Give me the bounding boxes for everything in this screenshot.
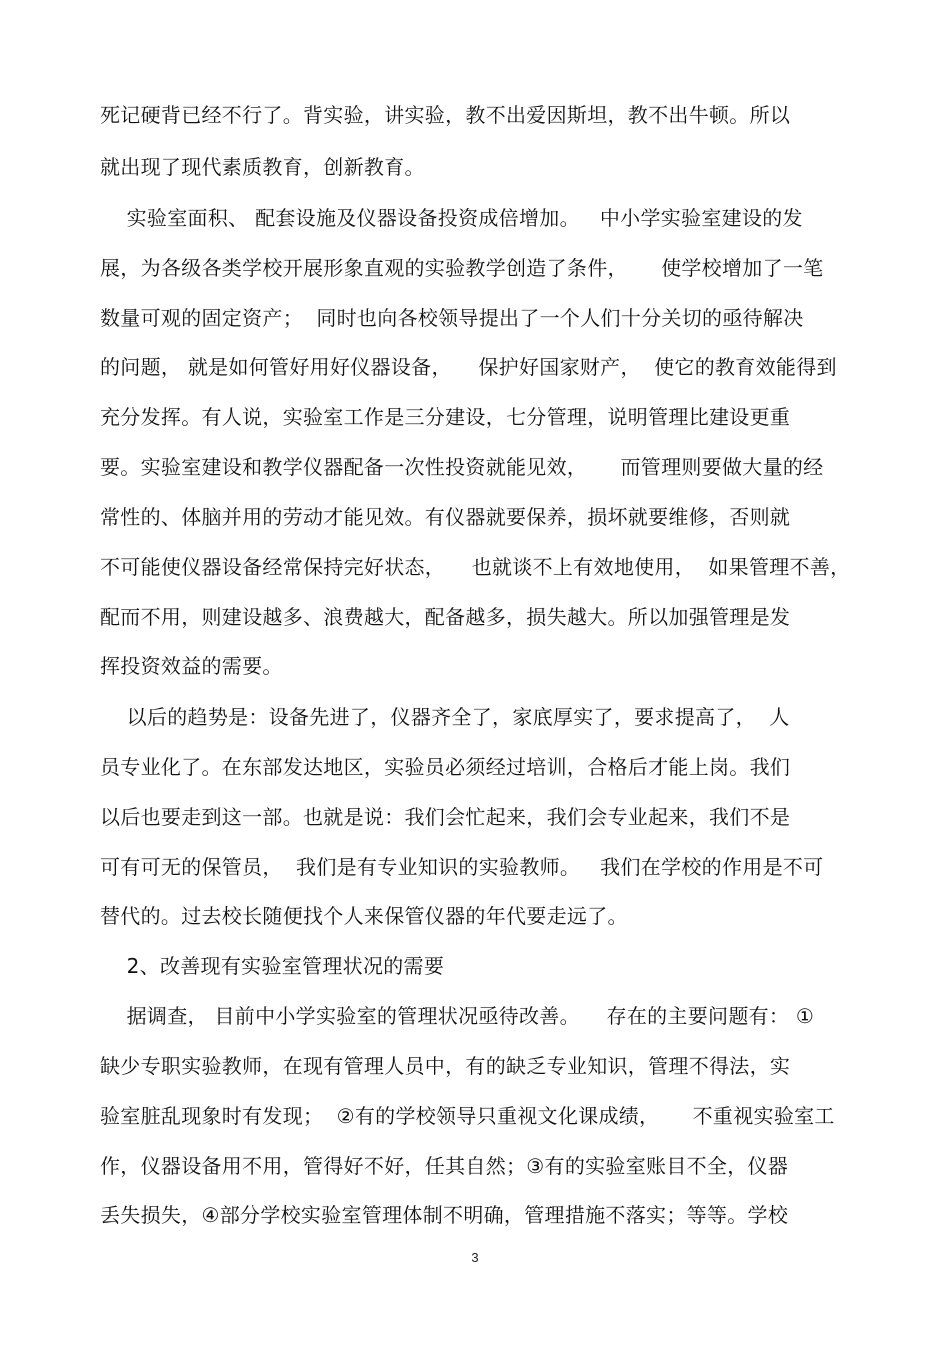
text-line: 员专业化了。在东部发达地区，实验员必须经过培训，合格后才能上岗。我们 — [100, 755, 791, 779]
text-line: 以后的趋势是：设备先进了，仪器齐全了，家底厚实了，要求提高了， 人 — [100, 705, 790, 729]
text-line: 配而不用，则建设越多、浪费越大，配备越多，损失越大。所以加强管理是发 — [100, 605, 791, 629]
text-line: 替代的。过去校长随便找个人来保管仪器的年代要走远了。 — [100, 904, 628, 928]
text-line: 要。实验室建设和教学仪器配备一次性投资就能见效， 而管理则要做大量的经 — [100, 455, 824, 479]
text-line: 验室脏乱现象时有发现； ②有的学校领导只重视文化课成绩， 不重视实验室工 — [100, 1104, 835, 1128]
text-line: 以后也要走到这一部。也就是说：我们会忙起来，我们会专业起来，我们不是 — [100, 805, 791, 829]
text-line: 就出现了现代素质教育，创新教育。 — [100, 155, 425, 179]
text-line: 数量可观的固定资产； 同时也向各校领导提出了一个人们十分关切的亟待解决 — [100, 306, 804, 330]
text-line: 缺少专职实验教师，在现有管理人员中，有的缺乏专业知识，管理不得法，实 — [100, 1054, 791, 1078]
text-line: 丢失损失，④部分学校实验室管理体制不明确，管理措施不落实；等等。学校 — [100, 1203, 789, 1227]
text-line: 展，为各级各类学校开展形象直观的实验教学创造了条件， 使学校增加了一笔 — [100, 256, 824, 280]
text-line: 充分发挥。有人说，实验室工作是三分建设，七分管理，说明管理比建设更重 — [100, 405, 791, 429]
page-number: 3 — [471, 1250, 479, 1265]
text-line: 不可能使仪器设备经常保持完好状态， 也就谈不上有效地使用， 如果管理不善， — [100, 555, 851, 579]
text-line: 死记硬背已经不行了。背实验，讲实验，教不出爱因斯坦，教不出牛顿。所以 — [100, 103, 791, 127]
text-line: 作，仪器设备用不用，管得好不好，任其自然；③有的实验室账目不全，仪器 — [100, 1154, 789, 1178]
text-line: 挥投资效益的需要。 — [100, 654, 283, 678]
text-line: 可有可无的保管员， 我们是有专业知识的实验教师。 我们在学校的作用是不可 — [100, 855, 824, 879]
text-line: 常性的、体脑并用的劳动才能见效。有仪器就要保养，损坏就要维修，否则就 — [100, 505, 791, 529]
section-heading: 2、改善现有实验室管理状况的需要 — [100, 954, 445, 978]
text-line: 实验室面积、 配套设施及仪器设备投资成倍增加。 中小学实验室建设的发 — [100, 206, 803, 230]
text-line: 据调查， 目前中小学实验室的管理状况亟待改善。 存在的主要问题有： ① — [100, 1004, 815, 1028]
text-line: 的问题， 就是如何管好用好仪器设备， 保护好国家财产， 使它的教育效能得到 — [100, 355, 837, 379]
